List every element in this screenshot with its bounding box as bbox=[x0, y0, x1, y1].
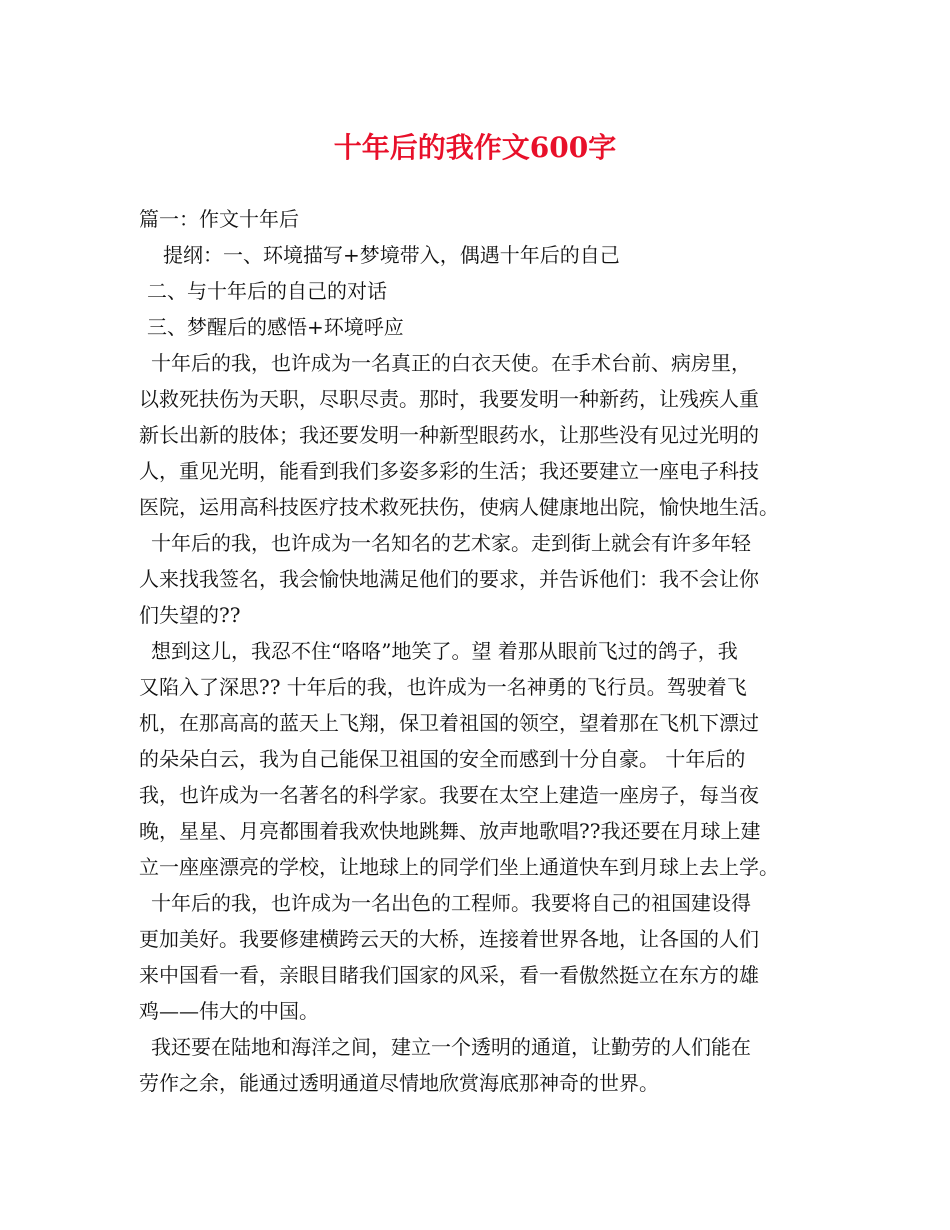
body-line: 人，重见光明，能看到我们多姿多彩的生活；我还要建立一座电子科技 bbox=[139, 459, 759, 483]
body-line: 十年后的我，也许成为一名出色的工程师。我要将自己的祖国建设得 bbox=[151, 891, 751, 915]
body-line: 医院，运用高科技医疗技术救死扶伤，使病人健康地出院，愉快地生活。 bbox=[139, 495, 779, 519]
body-line: 们失望的?? bbox=[139, 603, 241, 627]
body-line: 晚，星星、月亮都围着我欢快地跳舞、放声地歌唱??我还要在月球上建 bbox=[139, 819, 761, 843]
body-line: 鸡——伟大的中国。 bbox=[139, 999, 319, 1023]
document-title: 十年后的我作文600字 bbox=[333, 131, 617, 164]
body-line: 以救死扶伤为天职，尽职尽责。那时，我要发明一种新药，让残疾人重 bbox=[139, 387, 759, 411]
body-line: 十年后的我，也许成为一名知名的艺术家。走到街上就会有许多年轻 bbox=[151, 531, 751, 555]
body-line: 想到这儿，我忍不住“咯咯”地笑了。望 着那从眼前飞过的鸽子，我 bbox=[151, 639, 738, 663]
body-line: 我，也许成为一名著名的科学家。我要在太空上建造一座房子，每当夜 bbox=[139, 783, 759, 807]
section-heading: 篇一：作文十年后 bbox=[139, 207, 299, 231]
outline-item: 二、与十年后的自己的对话 bbox=[147, 279, 387, 303]
body-line: 来中国看一看，亲眼目睹我们国家的风采，看一看傲然挺立在东方的雄 bbox=[139, 963, 759, 987]
body-line: 更加美好。我要修建横跨云天的大桥，连接着世界各地，让各国的人们 bbox=[139, 927, 759, 951]
outline-item: 提纲：一、环境描写+梦境带入，偶遇十年后的自己 bbox=[163, 243, 620, 267]
outline-item: 三、梦醒后的感悟+环境呼应 bbox=[147, 315, 404, 339]
body-line: 立一座座漂亮的学校，让地球上的同学们坐上通道快车到月球上去上学。 bbox=[139, 855, 779, 879]
body-line: 劳作之余，能通过透明通道尽情地欣赏海底那神奇的世界。 bbox=[139, 1071, 659, 1095]
body-line: 新长出新的肢体；我还要发明一种新型眼药水，让那些没有见过光明的 bbox=[139, 423, 759, 447]
body-line: 十年后的我，也许成为一名真正的白衣天使。在手术台前、病房里， bbox=[151, 351, 751, 375]
body-line: 我还要在陆地和海洋之间，建立一个透明的通道，让勤劳的人们能在 bbox=[151, 1035, 751, 1059]
body-line: 机，在那高高的蓝天上飞翔，保卫着祖国的领空，望着那在飞机下漂过 bbox=[139, 711, 759, 735]
body-line: 人来找我签名，我会愉快地满足他们的要求，并告诉他们：我不会让你 bbox=[139, 567, 759, 591]
body-line: 又陷入了深思?? 十年后的我，也许成为一名神勇的飞行员。驾驶着飞 bbox=[139, 675, 747, 699]
body-line: 的朵朵白云，我为自己能保卫祖国的安全而感到十分自豪。 十年后的 bbox=[139, 747, 746, 771]
